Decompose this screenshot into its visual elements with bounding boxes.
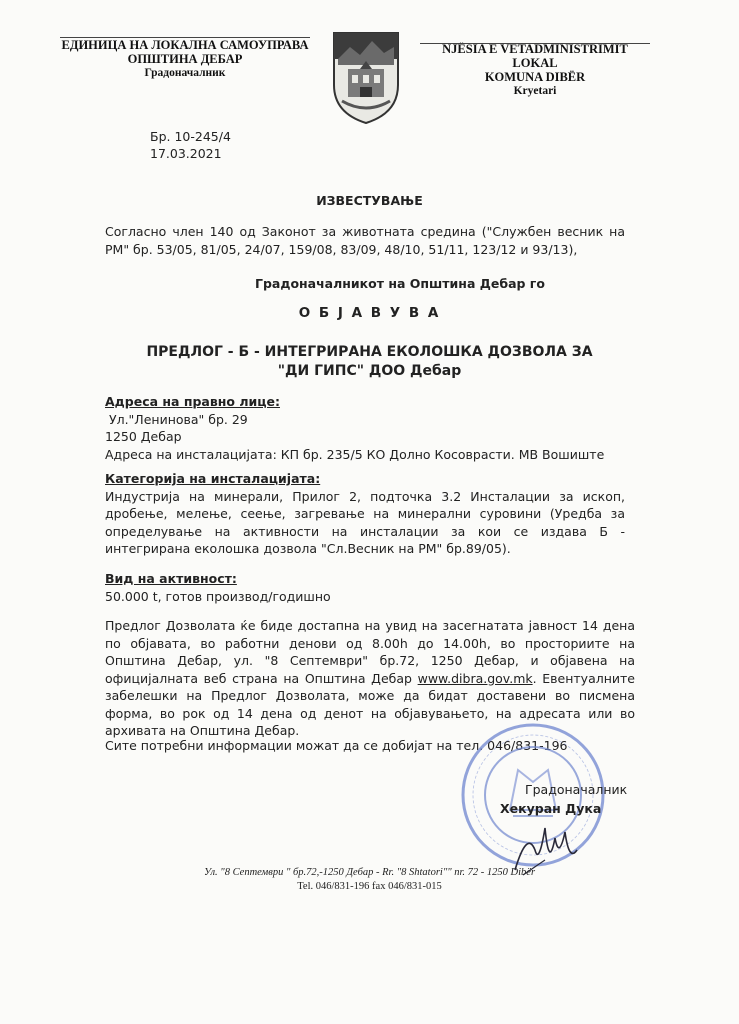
- header-right-line2: KOMUNA DIBËR: [484, 70, 586, 84]
- header-right-line3: Kryetari: [513, 85, 557, 97]
- legal-address-heading: Адреса на правно лице:: [105, 394, 280, 409]
- reference-number: Бр. 10-245/4: [150, 129, 231, 144]
- activity-text: 50.000 t, готов производ/годишно: [105, 588, 331, 604]
- reference-date: 17.03.2021: [150, 146, 222, 161]
- proposal-title-line2: "ДИ ГИПС" ДОО Дебар: [277, 363, 462, 379]
- legal-address-block: [105, 393, 645, 463]
- mayor-line: Градоначалникот на Општина Дебар го: [255, 276, 545, 291]
- signature-title: Градоначалник: [525, 782, 628, 797]
- category-block: [105, 470, 625, 558]
- contact-line: Сите потребни информации можат да се добијат на тел. 046/831-196: [105, 738, 568, 753]
- header-left-line1: ЕДИНИЦА НА ЛОКАЛНА САМОУПРАВА: [61, 38, 309, 52]
- reference-block: [150, 128, 231, 162]
- category-heading: Категорија на инсталацијата:: [105, 471, 321, 486]
- header-left-rule: [60, 37, 310, 38]
- doc-title: ИЗВЕСТУВАЊЕ: [316, 193, 423, 208]
- website-link[interactable]: www.dibra.gov.mk: [417, 670, 533, 686]
- header-right-rule: [420, 43, 650, 44]
- intro-paragraph: Согласно член 140 од Законот за животната средина ("Службен весник на РМ" бр. 53/05, 81/05, 24/07, 159/08, 83/09, 48/10, 51/11, 123/12 и 93/13),: [105, 224, 625, 257]
- municipal-crest-icon: [330, 25, 402, 125]
- installation-address: Адреса на инсталацијата: КП бр. 235/5 КО Долно Косоврасти. МВ Вошиште: [105, 446, 605, 462]
- legal-address-street: Ул."Ленинова" бр. 29: [105, 411, 248, 427]
- availability-text-1: Предлог Дозволата ќе биде достапна на увид на засегнатата јавност 14 дена по објавата, во работни денови од 8.00h до 14.00h, во просториите на Општина Дебар, ул. "8 Септември" бр.72, 1250 Дебар, и објавена на официјалната веб страна на Општина Дебар: [105, 618, 635, 686]
- legal-address-city: 1250 Дебар: [105, 429, 182, 444]
- proposal-title: [0, 343, 739, 381]
- footer-address: Ул. "8 Септември " бр.72,-1250 Дебар - Rr. "8 Shtatori"" nr. 72 - 1250 Dibër: [203, 867, 536, 878]
- header-left-line3: Градоначалник: [144, 67, 226, 79]
- footer-contact: Tel. 046/831-196 fax 046/831-015: [297, 881, 442, 892]
- signature-name: Хекуран Дука: [500, 801, 602, 816]
- header-right-line1: NJËSIA E VETADMINISTRIMIT LOKAL: [442, 42, 628, 70]
- activity-heading: Вид на активност:: [105, 571, 237, 586]
- activity-block: [105, 570, 625, 605]
- header-left-line2: ОПШТИНА ДЕБАР: [127, 52, 243, 66]
- header-right: [420, 42, 650, 98]
- category-text: Индустрија на минерали, Прилог 2, подточка 3.2 Инсталации за ископ, дробење, мелење, сеење, загревање на минерални суровини (Уредба за определување на активности на инсталации за кои се издава Б - интегрирана еколошка дозвола "Сл.Весник на РМ" бр.89/05).: [105, 488, 625, 556]
- announces-heading: О Б Ј А В У В А: [298, 305, 441, 321]
- availability-text-2: . Евентуалните забелешки на Предлог Дозволата, може да бидат доставени во писмена форма, во рок од 14 дена од денот на објавувањето, на адресата или во архивата на Општина Дебар.: [105, 670, 635, 738]
- header-left: [60, 38, 310, 80]
- proposal-title-line1: ПРЕДЛОГ - Б - ИНТЕГРИРАНА ЕКОЛОШКА ДОЗВОЛА ЗА: [146, 344, 593, 360]
